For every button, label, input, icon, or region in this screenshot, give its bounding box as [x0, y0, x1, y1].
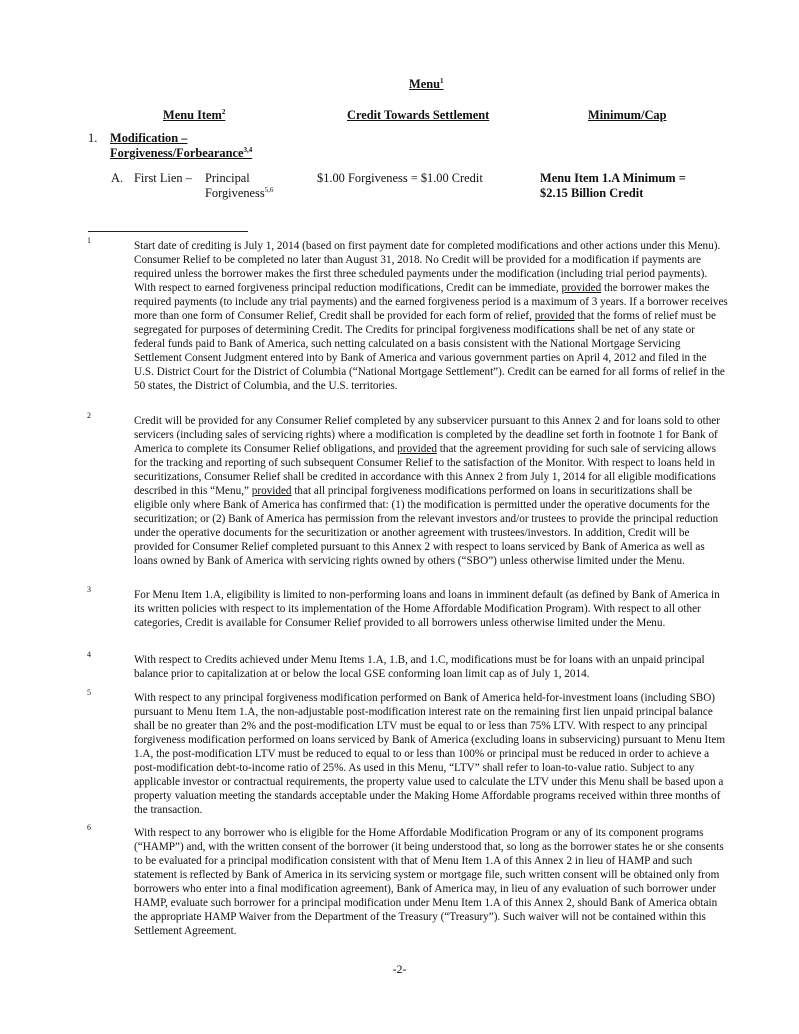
column-header-minimum-cap: Minimum/Cap — [588, 108, 667, 122]
footnote-text: Start date of crediting is July 1, 2014 (based on first payment date for completed modifications and other actions under this Menu). Consumer Relief to be completed no later than August 31, 2018. No Credit will be provided for a modification if payments are required unless the borrower makes the first three scheduled payments under the modification (including trial period payments). With respect to earned forgiveness principal reduction modifications, Credit can be immediate, provided the borrower makes the required payments (to include any trial payments) and the earned forgiveness period is a maximum of 3 years. If a borrower receives more than one form of Consumer Relief, Credit shall be provided for each form of relief, provided that the forms of relief must be segregated for purposes of determining Credit. The Credits for principal forgiveness modifications shall be net of any state or federal funds paid to Bank of America, such netting calculated on a basis consistent with the National Mortgage Servicing Settlement Consent Judgment entered into by Bank of America and various government parties on April 4, 2012 and filed in the U.S. District Court for the District of Columbia (“National Mortgage Settlement”). Credit can be earned for all forms of relief in the 50 states, the District of Columbia, and the U.S. territories. — [134, 240, 728, 392]
footnote-number: 1 — [87, 236, 91, 245]
footnote-text: With respect to any principal forgiveness modification performed on Bank of America held-for-investment loans (including SBO) pursuant to Menu Item 1.A, the non-adjustable post-modification interest rate on the remaining first lien unpaid principal balance shall be no greater than 2% and the post-modification LTV must be equal to or less than 75% LTV. With respect to any principal forgiveness modification performed on loans serviced by Bank of America (excluding loans in subservicing) pursuant to Menu Item 1.A, the post-modification LTV must be reduced to equal to or less than 100% or principal must be reduced in order to achieve a post-modification debt-to-income ratio of 25%. As used in this Menu, “LTV” shall refer to loan-to-value ratio. Subject to any applicable investor or contractual requirements, the property value used to calculate the LTV under this Menu shall be based upon a property valuation meeting the standards acceptable under the Making Home Affordable programs received within three months of the transaction. — [134, 692, 726, 816]
footnote-text: For Menu Item 1.A, eligibility is limited to non-performing loans and loans in imminent default (as defined by Bank of America in its written policies with respect to its implementation of the Home Affordable Modification Program). With respect to all other categories, Credit is available for Consumer Relief provided to all borrowers unless otherwise limited under the Menu. — [134, 589, 720, 629]
footnote-text: With respect to any borrower who is eligible for the Home Affordable Modification Program or any of its component programs (“HAMP”) and, with the written consent of the borrower (it being understood that, so long as the borrower states he or she consents to be evaluated for a principal modification consistent with that of Menu Item 1.A of this Annex 2 in lieu of HAMP and such statement is reflected by Bank of America in its servicing system or mortgage file, such written consent will be obtained only from borrowers who enter into a final modification agreement), Bank of America may, in lieu of any evaluation of such borrower under HAMP, evaluate such borrower for a principal modification under Menu Item 1.A of this Annex 2, should Bank of America obtain the appropriate HAMP Waiver from the Department of the Treasury (“Treasury”). Such waiver will not be contained within this Settlement Agreement. — [134, 827, 724, 937]
footnote-text: Credit will be provided for any Consumer Relief completed by any subservicer pursuant to this Annex 2 and for loans sold to other servicers (including sales of servicing rights) where a modification is completed by the deadline set forth in footnote 1 for Bank of America to complete its Consumer Relief obligations, and provided that the agreement providing for such sale of servicing allows for the tracking and reporting of such subsequent Consumer Relief to the satisfaction of the Monitor. With respect to loans held in securitizations, Consumer Relief shall be credited in accordance with this Annex 2 from July 1, 2014 for all eligible modifications described in this “Menu,” provided that all principal forgiveness modifications performed on loans in securitizations shall be eligible only where Bank of America has confirmed that: (1) the modification is permitted under the operative documents for the securitization; or (2) Bank of America has permission from the relevant investors and/or trustees to provide the principal reduction under the operative documents for the securitization or another agreement with trustees/investors. In addition, Credit will be provided for Consumer Relief completed pursuant to this Annex 2 with respect to loans serviced by Bank of America as well as loans owned by Bank of America with servicing rights owned by others (“SBO”) unless otherwise limited under the Menu. — [134, 415, 720, 567]
footnote-number: 4 — [87, 650, 91, 659]
row-minimum-cap: Menu Item 1.A Minimum = $2.15 Billion Credit — [540, 171, 686, 200]
footnote-number: 5 — [87, 688, 91, 697]
page-number: -2- — [392, 962, 407, 976]
footnote-ref: 1 — [439, 76, 444, 85]
row-letter: A. — [111, 171, 124, 185]
footnote-separator — [88, 231, 248, 232]
footnote-ref: 2 — [221, 107, 226, 116]
section-title: Modification – Forgiveness/Forbearance$^{3,4}$ — [110, 131, 253, 160]
footnote-text: With respect to Credits achieved under Menu Items 1.A, 1.B, and 1.C, modifications must be for loans with an unpaid principal balance prior to capitalization at or below the local GSE conforming loan limit cap as of July 1, 2014. — [134, 654, 705, 680]
column-header-credit: Credit Towards Settlement — [347, 108, 490, 122]
footnote-number: 6 — [87, 823, 91, 832]
column-header-menu-item: Menu Item$^2$ — [163, 107, 226, 122]
row-credit: $1.00 Forgiveness = $1.00 Credit — [317, 171, 483, 185]
row-sublabel: Principal Forgiveness$^{5,6}$ — [205, 171, 274, 200]
footnote-ref: 5,6 — [264, 185, 274, 194]
footnote-number: 2 — [87, 411, 91, 420]
footnote-ref: 3,4 — [243, 145, 253, 154]
row-label: First Lien – — [134, 171, 192, 185]
menu-title: Menu$^1$ — [409, 76, 444, 91]
section-number: 1. — [88, 131, 98, 145]
footnote-number: 3 — [87, 585, 91, 594]
